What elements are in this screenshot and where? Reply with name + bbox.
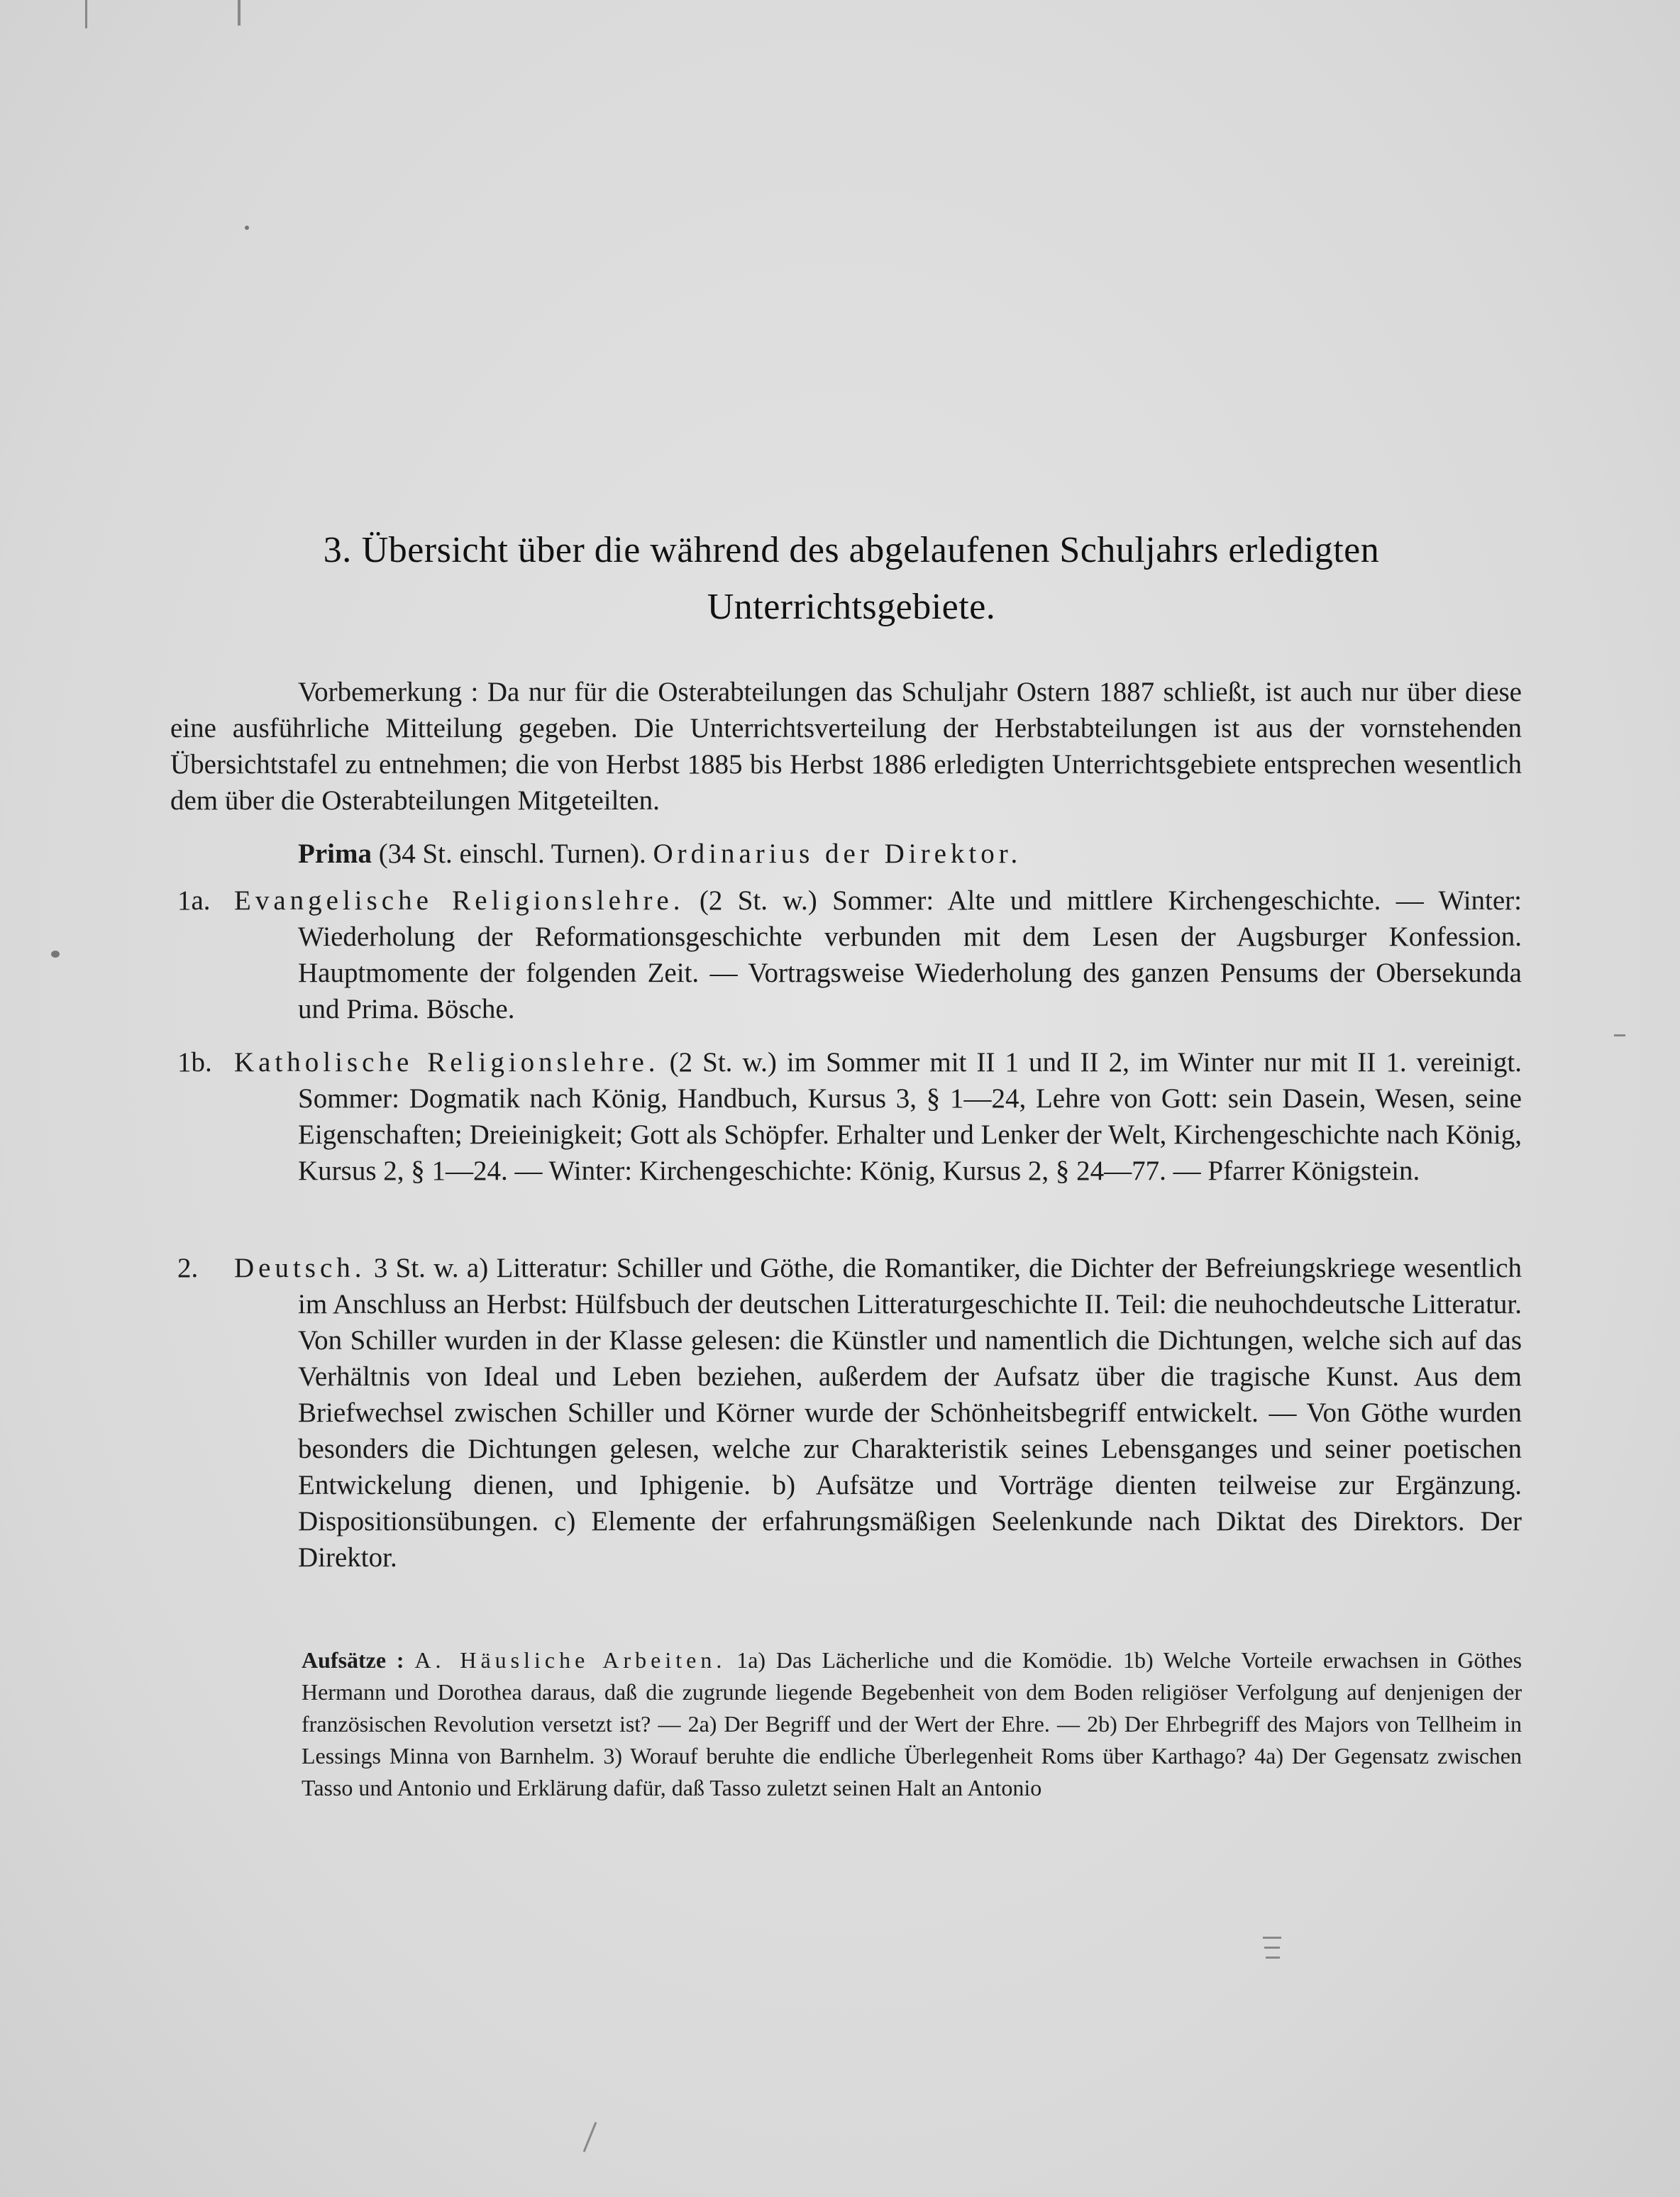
prima-label: Prima [298, 839, 372, 869]
list-item [177, 1044, 1522, 1189]
scan-mark [583, 2122, 597, 2152]
section-number: 3. [323, 530, 352, 570]
vorbemerkung-text: Da nur für die Osterabteilungen das Schuljahr Ostern 1887 schließt, ist auch nur über diese eine ausführliche Mitteilung gegeben. Die Unterrichtsverteilung der Herbstabteilungen ist aus der vornstehenden Übersichtstafel zu entnehmen; die von Herbst 1885 bis Herbst 1886 erledigten Unterrichtsgebiete entsprechen wesentlich dem über die Osterabteilungen Mitgeteilten. [170, 677, 1522, 816]
item-subject: Evangelische Religionslehre. [234, 885, 685, 916]
item-number: 2. [177, 1253, 199, 1283]
aufsaetze-sublabel: A. Häusliche Arbeiten. [414, 1647, 726, 1673]
scan-mark [1614, 1034, 1625, 1036]
prima-ordinarius: Ordinarius der Direktor. [653, 839, 1022, 869]
scan-mark [238, 0, 241, 26]
prima-heading [298, 836, 1022, 872]
aufsaetze-text: 1a) Das Lächerliche und die Komödie. 1b) Welche Vorteile erwachsen in Göthes Hermann und Dorothea daraus, daß die zugrunde liegende Begebenheit von dem Boden religiöser Verfolgung auf denjenigen der französischen Revolution versetzt ist? — 2a) Der Begriff und der Wert der Ehre. — 2b) Der Ehrbegriff des Majors von Tellheim in Lessings Minna von Barnhelm. 3) Worauf beruhte die endliche Überlegenheit Roms über Karthago? 4a) Der Gegensatz zwischen Tasso und Antonio und Erklärung dafür, daß Tasso zuletzt seinen Halt an Antonio [302, 1647, 1522, 1800]
item-number: 1a. [177, 885, 211, 916]
item-text: (2 St. w.) Sommer: Alte und mittlere Kirchengeschichte. — Winter: Wiederholung der Reformationsgeschichte verbunden mit dem Lesen der Augsburger Konfession. Hauptmomente der folgenden Zeit. — Vortragsweise Wiederholung des ganzen Pensums der Obersekunda und Prima. Bösche. [298, 885, 1522, 1024]
scan-mark [1266, 1957, 1280, 1959]
speck [51, 951, 60, 958]
vorbemerkung-paragraph [170, 674, 1522, 819]
item-subject: Katholische Religionslehre. [234, 1047, 660, 1078]
item-text: (2 St. w.) im Sommer mit II 1 und II 2, im Winter nur mit II 1. vereinigt. Sommer: Dogmatik nach König, Handbuch, Kursus 3, § 1—24, Lehre von Gott: sein Dasein, Wesen, seine Eigenschaften; Dreieinigkeit; Gott als Schöpfer. Erhalter und Lenker der Welt, Kirchengeschichte nach König, Kursus 2, § 1—24. — Winter: Kirchengeschichte: König, Kursus 2, § 24—77. — Pfarrer Königstein. [298, 1047, 1522, 1186]
title-line-2: Unterrichtsgebiete. [707, 587, 996, 627]
aufsaetze-paragraph [302, 1644, 1522, 1804]
vorbemerkung-label: Vorbemerkung : [298, 677, 479, 707]
list-item [177, 882, 1522, 1027]
item-number: 1b. [177, 1047, 212, 1078]
speck [245, 226, 249, 230]
aufsaetze-label: Aufsätze : [302, 1647, 404, 1673]
page-title-line-2 [213, 578, 1490, 636]
scan-mark [85, 0, 87, 28]
prima-detail: (34 St. einschl. Turnen). [378, 839, 646, 869]
list-item [177, 1250, 1522, 1576]
page-title [213, 521, 1490, 580]
scan-mark [1263, 1937, 1281, 1939]
item-subject: Deutsch. [234, 1253, 366, 1283]
title-line-1: Übersicht über die während des abgelaufenen Schuljahrs erledigten [361, 530, 1380, 570]
item-text: 3 St. w. a) Litteratur: Schiller und Göthe, die Romantiker, die Dichter der Befreiungskriege wesentlich im Anschluss an Herbst: Hülfsbuch der deutschen Litteraturgeschichte II. Teil: die neuhochdeutsche Litteratur. Von Schiller wurden in der Klasse gelesen: die Künstler und namentlich die Dichtungen, welche sich auf das Verhältnis von Ideal und Leben beziehen, außerdem der Aufsatz über die tragische Kunst. Aus dem Briefwechsel zwischen Schiller und Körner wurde der Schönheitsbegriff entwickelt. — Von Göthe wurden besonders die Dichtungen gelesen, welche zur Charakteristik seines Lebensganges und seiner poetischen Entwickelung dienen, und Iphigenie. b) Aufsätze und Vorträge dienten teilweise zur Ergänzung. Dispositionsübungen. c) Elemente der erfahrungsmäßigen Seelenkunde nach Diktat des Direktors. Der Direktor. [298, 1253, 1522, 1573]
scan-mark [1264, 1947, 1280, 1949]
